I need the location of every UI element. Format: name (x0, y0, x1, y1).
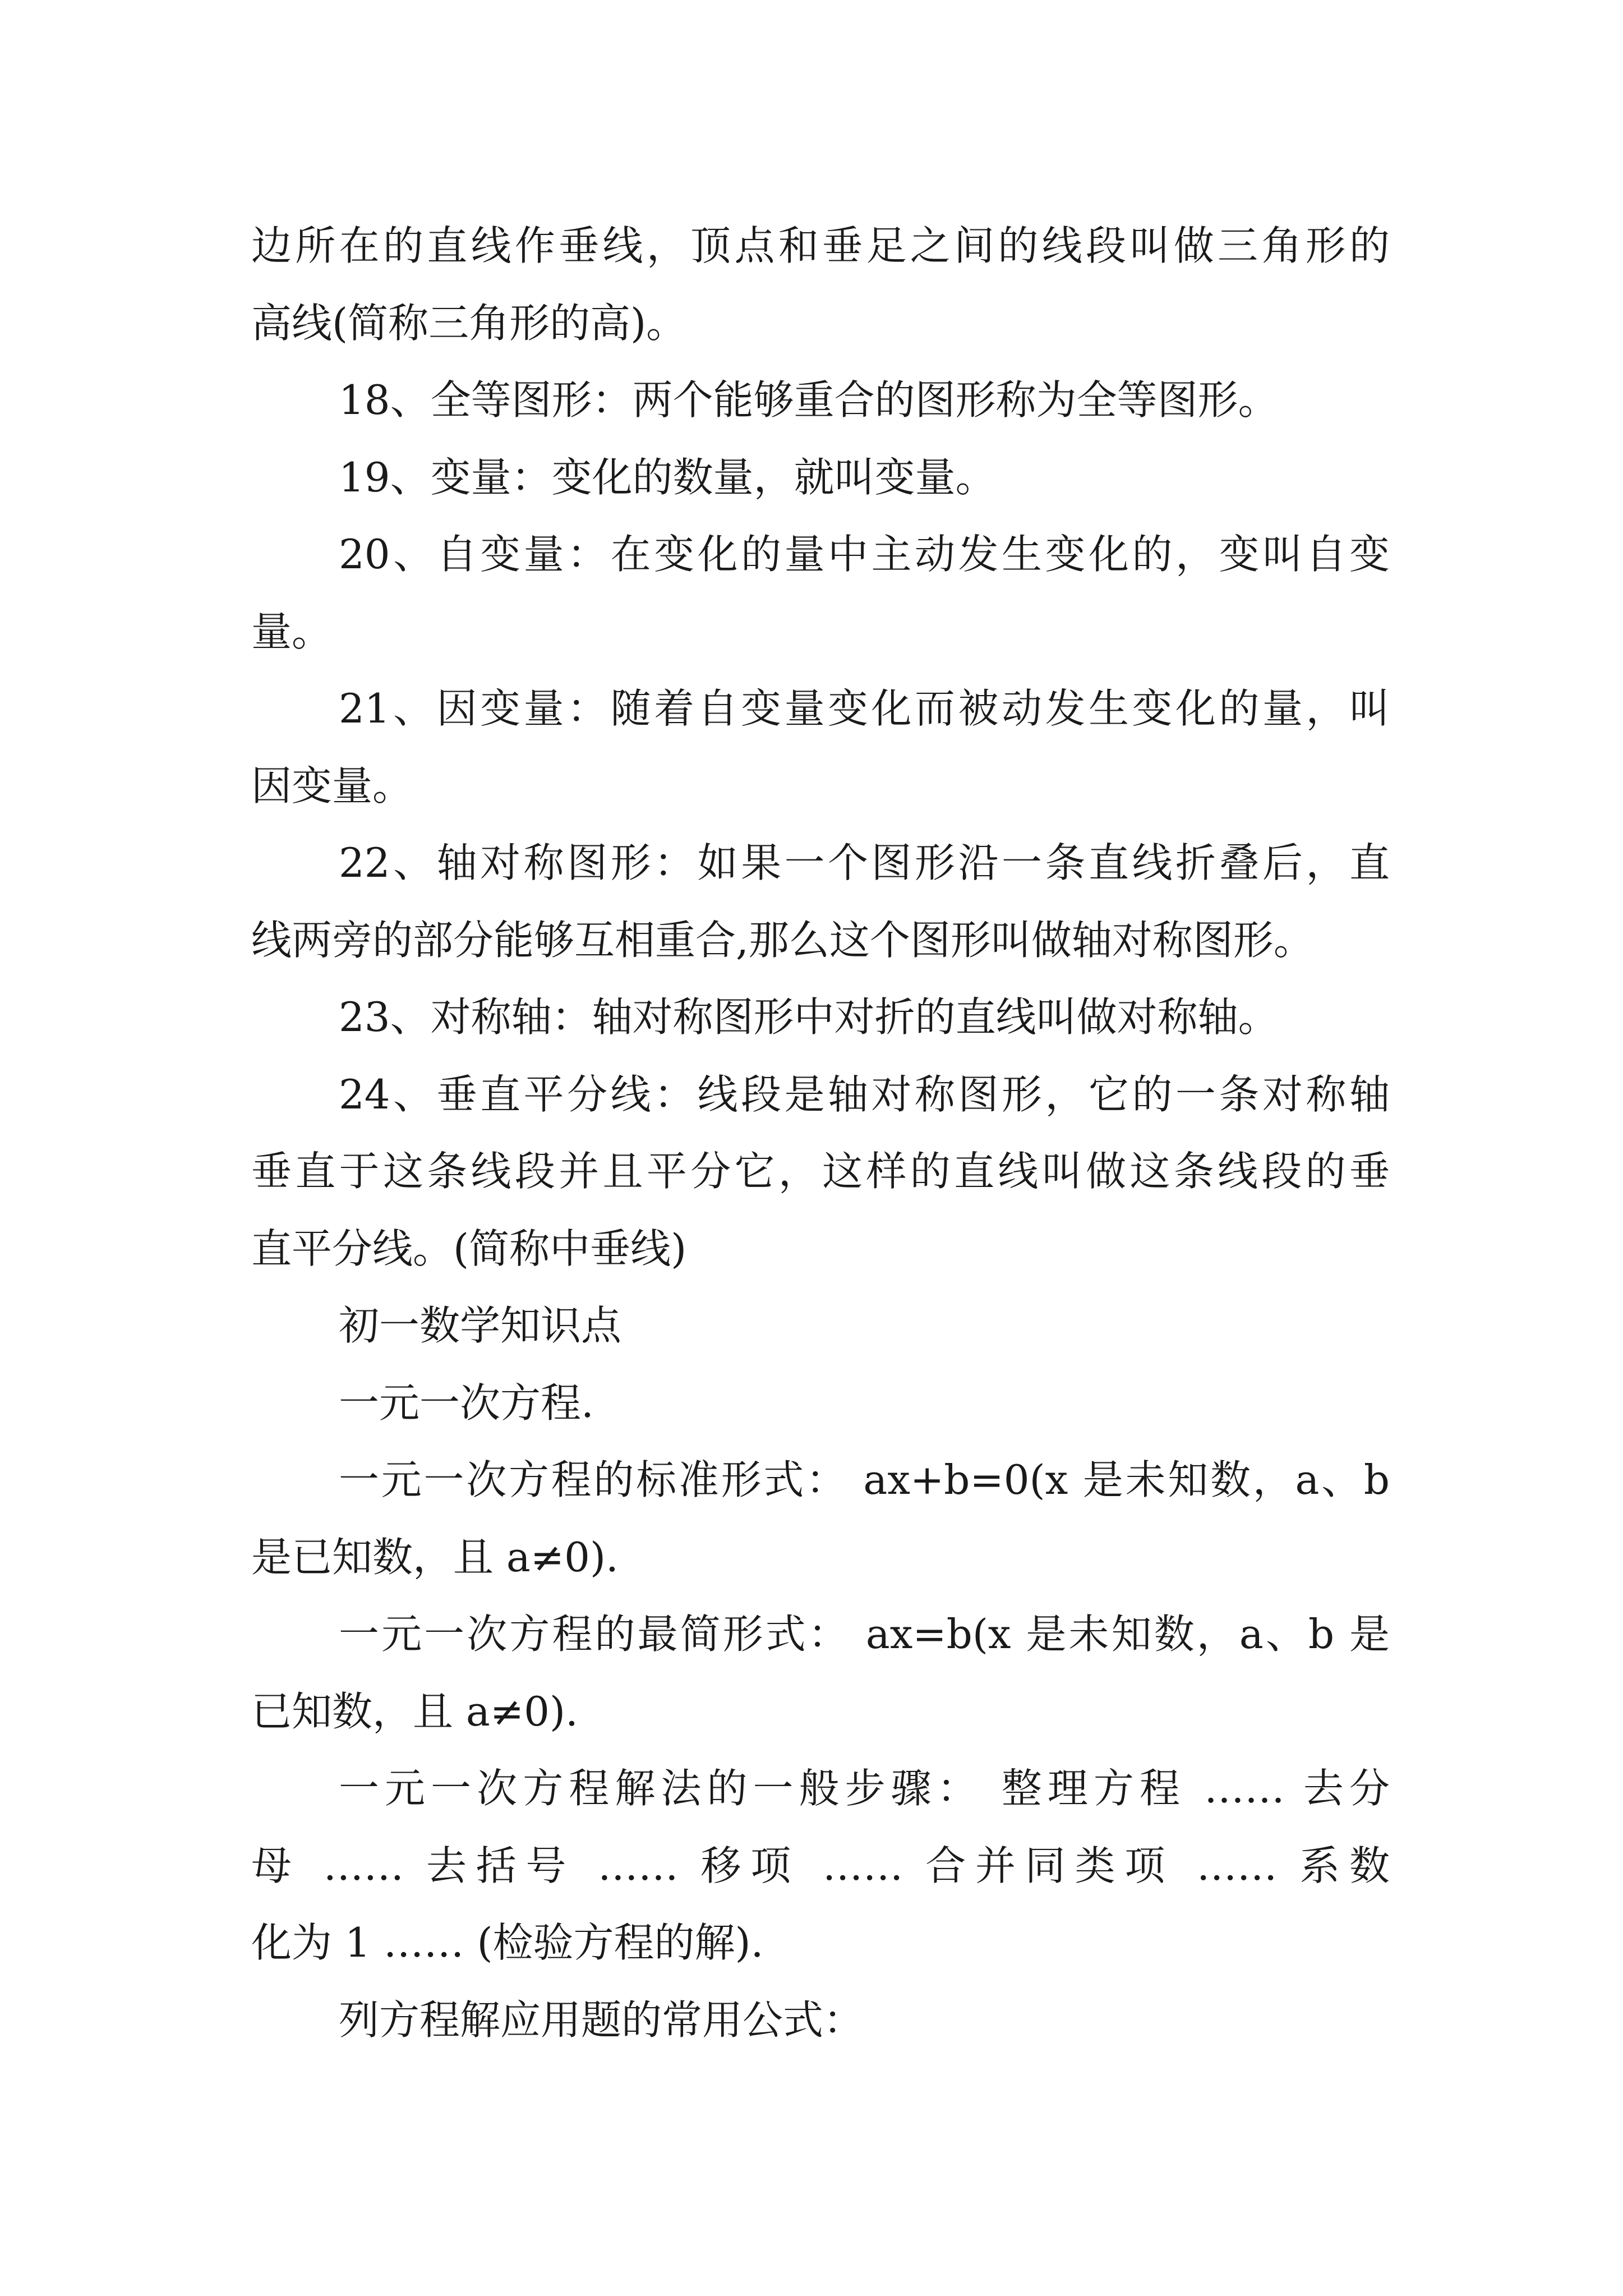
definition-line: 22、轴对称图形：如果一个图形沿一条直线折叠后，直 (339, 839, 1390, 886)
section-heading: 初一数学知识点 (339, 1302, 622, 1349)
text-line: 直平分线。(简称中垂线) (251, 1225, 687, 1272)
steps-line: 母 …… 去括号 …… 移项 …… 合并同类项 …… 系数 (251, 1842, 1390, 1889)
formula-line: 一元一次方程的最简形式： ax=b(x 是未知数，a、b 是 (339, 1611, 1390, 1658)
document-body (251, 208, 1390, 2059)
text-line: 因变量。 (251, 762, 413, 809)
text-line: 边所在的直线作垂线，顶点和垂足之间的线段叫做三角形的 (251, 222, 1390, 269)
subsection-heading: 一元一次方程. (339, 1379, 594, 1427)
text-line: 线两旁的部分能够互相重合,那么这个图形叫做轴对称图形。 (251, 916, 1314, 964)
text-line: 化为 1 …… (检验方程的解). (251, 1919, 764, 1966)
steps-line: 一元一次方程解法的一般步骤： 整理方程 …… 去分 (339, 1765, 1390, 1812)
definition-line: 19、变量：变化的数量，就叫变量。 (339, 453, 996, 501)
definition-line: 23、对称轴：轴对称图形中对折的直线叫做对称轴。 (339, 993, 1279, 1041)
text-line: 列方程解应用题的常用公式： (339, 1996, 864, 2044)
text-line: 已知数，且 a≠0). (251, 1687, 578, 1735)
text-line: 量。 (251, 608, 333, 655)
definition-line: 20、自变量：在变化的量中主动发生变化的，变叫自变 (339, 531, 1390, 578)
text-line: 垂直于这条线段并且平分它，这样的直线叫做这条线段的垂 (251, 1148, 1390, 1195)
formula-line: 一元一次方程的标准形式： ax+b=0(x 是未知数，a、b (339, 1456, 1390, 1503)
definition-line: 18、全等图形：两个能够重合的图形称为全等图形。 (339, 376, 1279, 424)
definition-line: 24、垂直平分线：线段是轴对称图形，它的一条对称轴 (339, 1070, 1390, 1118)
text-line: 高线(简称三角形的高)。 (251, 299, 687, 347)
definition-line: 21、因变量：随着自变量变化而被动发生变化的量，叫 (339, 685, 1390, 732)
text-line: 是已知数，且 a≠0). (251, 1533, 619, 1581)
